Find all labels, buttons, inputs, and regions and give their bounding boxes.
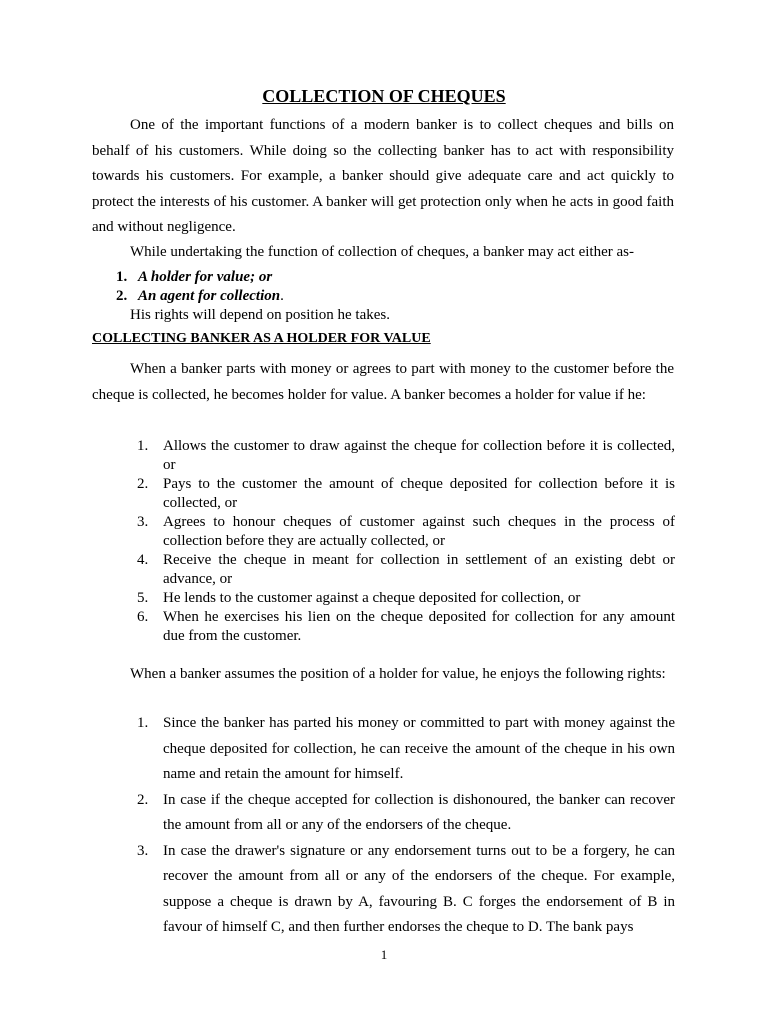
section-heading: COLLECTING BANKER AS A HOLDER FOR VALUE <box>92 331 431 346</box>
list-item: 6. When he exercises his lien on the cheque deposited for collection for any amount due from the customer. <box>137 609 675 644</box>
list-item: 1. Since the banker has parted his money or committed to part with money against the cheque deposited for collection, he can receive the amount of the cheque in his own name and retain the amount for himself. <box>137 715 675 782</box>
role-item <box>116 287 676 306</box>
rights-list <box>137 711 675 941</box>
page-number: 1 <box>380 947 388 962</box>
list-item: 2. In case if the cheque accepted for collection is dishonoured, the banker can recover the amount from all or any of the endorsers of the cheque. <box>137 791 675 833</box>
role-text: A holder for value; or <box>138 269 273 285</box>
holder-paragraph <box>92 357 674 408</box>
while-paragraph <box>92 240 674 266</box>
role-number: 1. <box>116 269 128 285</box>
list-item: 3. Agrees to honour cheques of customer against such cheques in the process of collection before they are actually collected, or <box>137 514 675 549</box>
rights-paragraph <box>92 662 674 688</box>
list-item: 3. In case the drawer's signature or any endorsement turns out to be a forgery, he can recover the amount from all or any of the endorsers of the cheque. For example, suppose a cheque is drawn by A, favouring B. C forges the endorsement of B in favour of himself C, and then further endorses the cheque to D. The bank pays <box>137 842 675 935</box>
role-text: An agent for collection <box>138 288 281 304</box>
rights-text: When a banker assumes the position of a holder for value, he enjoys the following rights: <box>130 666 666 682</box>
list-item: 1. Allows the customer to draw against the cheque for collection before it is collected, or <box>137 438 675 473</box>
intro-paragraph <box>92 113 674 241</box>
list-item: 4. Receive the cheque in meant for collection in settlement of an existing debt or advance, or <box>137 552 675 587</box>
while-text: While undertaking the function of collection of cheques, a banker may act either as- <box>130 244 634 260</box>
role-number: 2. <box>116 288 128 304</box>
intro-text: One of the important functions of a modern banker is to collect cheques and bills on behalf of his customers. While doing so the collecting banker has to act with responsibility towards his customers. For example, a banker should give adequate care and act quickly to protect the interests of his customer. A banker will get protection only when he acts in good faith and without negligence. <box>92 117 674 235</box>
rights-note: His rights will depend on position he takes. <box>130 307 390 323</box>
page-title: COLLECTION OF CHEQUES <box>262 86 506 106</box>
role-item <box>116 268 676 287</box>
role-suffix: . <box>280 288 284 304</box>
holder-text: When a banker parts with money or agrees to part with money to the customer before the cheque is collected, he becomes holder for value. A banker becomes a holder for value if he: <box>92 361 674 403</box>
list-item: 2. Pays to the customer the amount of cheque deposited for collection before it is collected, or <box>137 476 675 511</box>
list-item: 5. He lends to the customer against a cheque deposited for collection, or <box>137 590 581 606</box>
conditions-list <box>137 437 675 646</box>
